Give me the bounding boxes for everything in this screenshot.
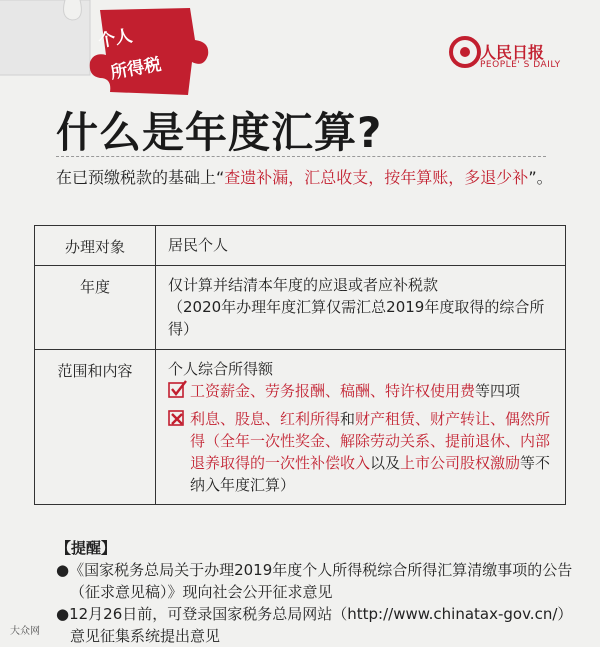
scope-heading: 个人综合所得额 xyxy=(168,360,274,378)
include-red: 工资薪金、劳务报酬、稿酬、特许权使用费 xyxy=(190,382,476,400)
exclude-item xyxy=(168,408,553,496)
include-tail: 等四项 xyxy=(475,382,521,400)
include-item xyxy=(168,380,553,404)
exclude-red-3: 上市公司股权激励 xyxy=(400,454,521,472)
table-row xyxy=(35,226,566,266)
row-value xyxy=(156,266,566,350)
reminder-item: ●12月26日前，可登录国家税务总局网站（http://www.chinatax-gov.cn/）意见征集系统提出意见 xyxy=(56,605,573,645)
check-icon xyxy=(168,380,188,404)
info-table xyxy=(34,225,566,505)
intro-highlight: 查遗补漏，汇总收支，按年算账，多退少补 xyxy=(224,168,529,187)
exclude-mid-2: 以及 xyxy=(370,454,401,472)
page-title: 什么是年度汇算? xyxy=(56,108,383,157)
logo-sub: PEOPLE' S DAILY xyxy=(480,60,561,70)
divider xyxy=(56,156,546,157)
year-value: 仅计算并结清本年度的应退或者应补税款 xyxy=(168,276,439,294)
row-value: 居民个人 xyxy=(156,226,566,266)
table-row xyxy=(35,350,566,505)
include-text xyxy=(190,380,520,402)
row-label: 办理对象 xyxy=(35,226,156,266)
exclude-mid-1: 和 xyxy=(340,410,356,428)
exclude-red-2: 财产租赁、财产转让、偶然所得（全年一次性奖金、解除劳动关系、提前退休、内部退养取得的一次性补偿收入 xyxy=(190,410,551,472)
scope-value xyxy=(156,350,566,505)
row-label: 范围和内容 xyxy=(35,350,156,505)
intro-suffix: ”。 xyxy=(528,168,553,187)
row-label: 年度 xyxy=(35,266,156,350)
exclude-red-1: 利息、股息、红利所得 xyxy=(190,410,341,428)
puzzle-text-2: 所得税 xyxy=(109,54,163,84)
exclude-tail: 等不纳入年度汇算） xyxy=(190,454,551,494)
exclude-text xyxy=(190,408,553,496)
intro-text xyxy=(56,166,556,190)
puzzle-text-1: 个人 xyxy=(96,26,134,52)
watermark: 大众网 xyxy=(10,626,40,637)
logo-name: 人民日报 xyxy=(480,43,545,62)
reminder-section xyxy=(56,537,576,647)
reminder-heading: 【提醒】 xyxy=(56,539,117,557)
puzzle-piece-red xyxy=(70,0,210,100)
table-row xyxy=(35,266,566,350)
intro-prefix: 在已预缴税款的基础上“ xyxy=(56,168,225,187)
cross-icon xyxy=(168,408,188,432)
year-note: （2020年办理年度汇算仅需汇总2019年度取得的综合所得） xyxy=(168,298,545,338)
reminder-item: ●《国家税务总局关于办理2019年度个人所得税综合所得汇算清缴事项的公告（征求意见稿）》现向社会公开征求意见 xyxy=(56,561,573,601)
